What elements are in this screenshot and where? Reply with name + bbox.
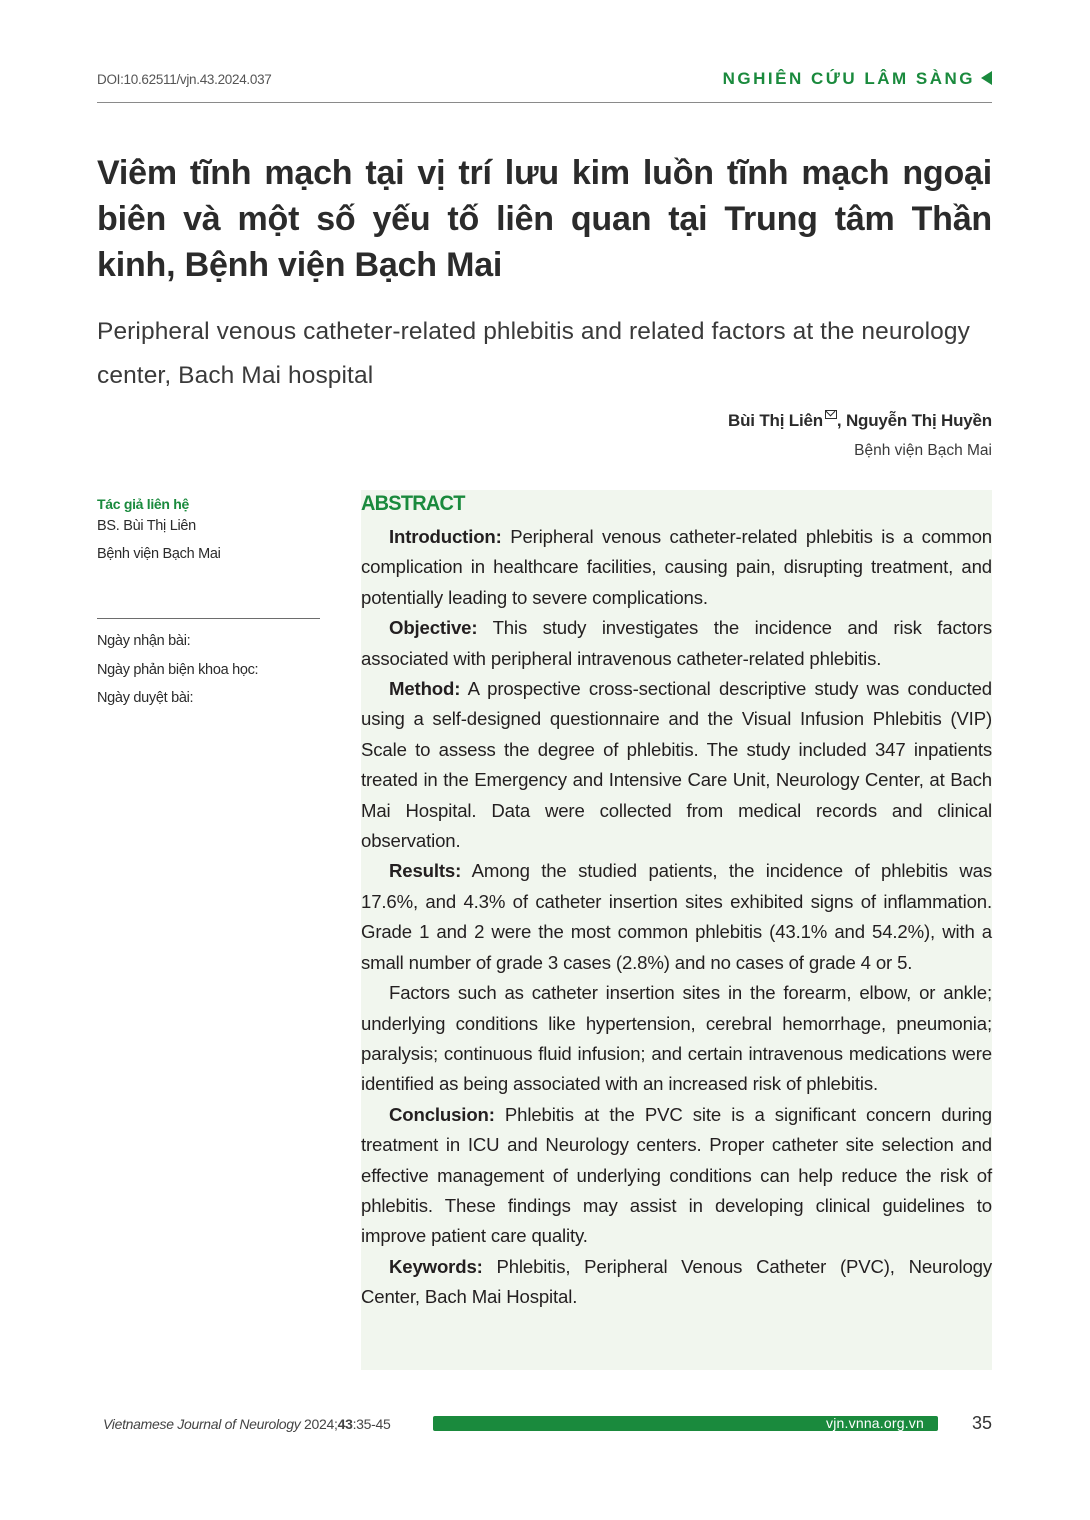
objective-label: Objective: <box>389 617 478 639</box>
abstract-keywords <box>361 1252 992 1313</box>
journal-url[interactable]: vjn.vnna.org.vn <box>826 1415 924 1431</box>
abstract-factors: Factors such as catheter insertion sites in the forearm, elbow, or ankle; underlying conditions like hypertension, cerebral hemorrhage, pneumonia; paralysis; continuous fluid infusion; and certain intravenous medications were identified as being associated with an increased risk of phlebitis. <box>361 982 992 1095</box>
journal-volume: 43 <box>337 1416 353 1432</box>
section-label-text: NGHIÊN CỨU LÂM SÀNG <box>722 69 975 88</box>
page-header <box>97 64 992 103</box>
journal-pages: :35-45 <box>352 1416 391 1432</box>
method-text: A prospective cross-sectional descriptive study was conducted using a self-designed questionnaire and the Visual Infusion Phlebitis (VIP) Scale to assess the degree of phlebitis. The study included 347 inpatients treated in the Emergency and Intensive Care Unit, Neurology Center, at Bach Mai Hospital. Data were collected from medical records and clinical observation. <box>361 678 992 852</box>
abstract-method <box>361 674 992 856</box>
introduction-label: Introduction: <box>389 526 502 547</box>
abstract-box <box>361 490 992 1370</box>
abstract-introduction <box>361 522 992 613</box>
corresponding-author-name: BS. Bùi Thị Liên <box>97 518 196 534</box>
author-separator: , <box>836 411 846 430</box>
page-footer <box>97 1412 992 1436</box>
envelope-icon[interactable] <box>825 410 837 419</box>
conclusion-label: Conclusion: <box>389 1103 495 1125</box>
author-name: Bùi Thị Liên <box>728 411 823 430</box>
keywords-label: Keywords: <box>389 1255 483 1277</box>
sidebar-divider <box>97 618 320 619</box>
doi[interactable]: DOI:10.62511/vjn.43.2024.037 <box>97 72 272 87</box>
abstract-heading: ABSTRACT <box>361 492 465 515</box>
section-label <box>723 69 992 89</box>
page-number: 35 <box>971 1413 992 1433</box>
abstract-objective <box>361 613 992 674</box>
objective-text: This study investigates the incidence and risk factors associated with peripheral intravenous catheter-related phlebitis. <box>361 617 992 669</box>
corresponding-author-affiliation: Bệnh viện Bạch Mai <box>97 546 221 562</box>
article-dates <box>97 627 320 713</box>
review-date-label: Ngày phản biện khoa học: <box>97 661 259 678</box>
article-title-english: Peripheral venous catheter-related phlebitis and related factors at the neurology center, Bach Mai hospital <box>97 318 970 389</box>
results-text: Among the studied patients, the incidence of phlebitis was 17.6%, and 4.3% of catheter insertion sites exhibited signs of inflammation. Grade 1 and 2 were the most common phlebitis (43.1% and 54.2%), with a small number of grade 3 cases (2.8%) and no cases of grade 4 or 5. <box>361 860 992 973</box>
abstract-results <box>361 856 992 978</box>
introduction-text: Peripheral venous catheter-related phlebitis is a common complication in healthcare facilities, causing pain, disrupting treatment, and potentially leading to severe complications. <box>361 526 992 608</box>
author-affiliation: Bệnh viện Bạch Mai <box>854 442 992 459</box>
journal-name: Vietnamese Journal of Neurology <box>103 1416 301 1432</box>
journal-year: 2024; <box>300 1416 338 1432</box>
journal-citation <box>103 1416 390 1432</box>
triangle-left-icon <box>981 71 992 85</box>
author-name: Nguyễn Thị Huyền <box>845 411 992 430</box>
received-date-label: Ngày nhận bài: <box>97 633 191 649</box>
abstract-body <box>361 522 992 1313</box>
corresponding-author-label: Tác giả liên hệ <box>97 496 189 512</box>
results-label: Results: <box>389 860 462 882</box>
accepted-date-label: Ngày duyệt bài: <box>97 690 194 706</box>
footer-bar <box>433 1416 938 1431</box>
author-list <box>728 410 992 431</box>
abstract-conclusion <box>361 1100 992 1252</box>
article-info-sidebar <box>97 490 320 713</box>
article-title-vietnamese: Viêm tĩnh mạch tại vị trí lưu kim luồn tĩnh mạch ngoại biên và một số yếu tố liên quan tại Trung tâm Thần kinh, Bệnh viện Bạch Mai <box>97 154 992 284</box>
keywords-text: Phlebitis, Peripheral Venous Catheter (PVC), Neurology Center, Bach Mai Hospital. <box>361 1255 992 1308</box>
method-label: Method: <box>389 678 461 700</box>
conclusion-text: Phlebitis at the PVC site is a significant concern during treatment in ICU and Neurology centers. Proper catheter site selection and effective management of underlying conditions can help reduce the risk of phlebitis. These findings may assist in developing clinical guidelines to improve patient care quality. <box>361 1103 992 1247</box>
